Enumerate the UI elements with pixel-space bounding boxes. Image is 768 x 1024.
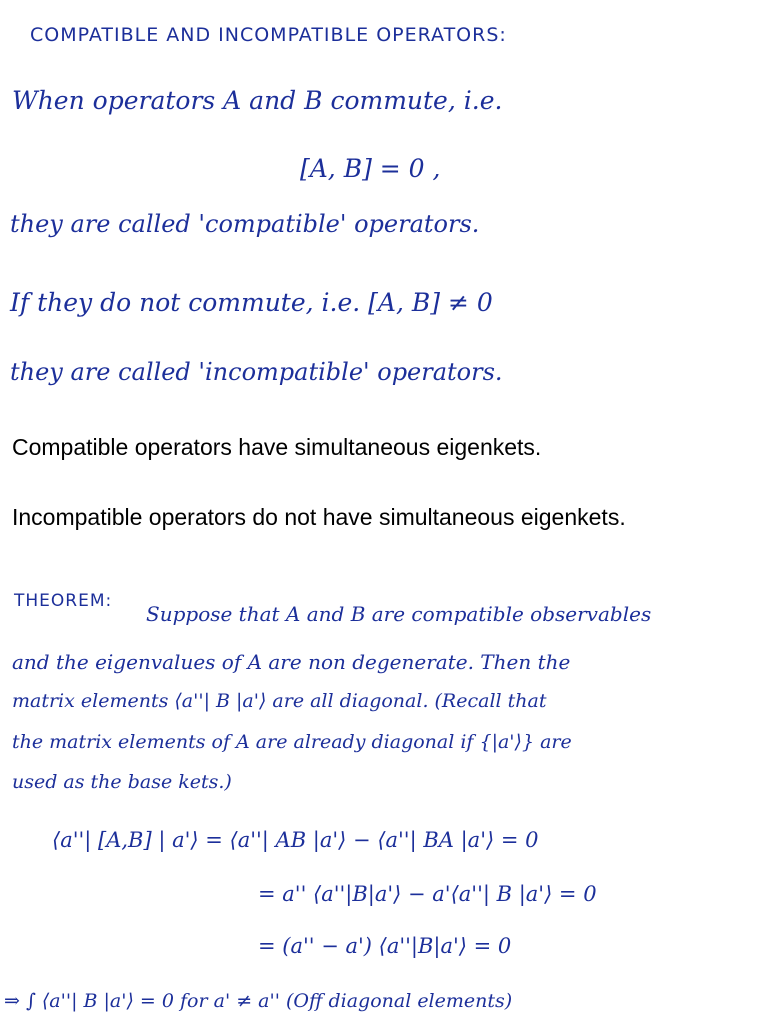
- derivation-step-1: ⟨a''| [A,B] | a'⟩ = ⟨a''| AB |a'⟩ − ⟨a''| BA |a'⟩ = 0: [52, 828, 539, 852]
- statement-incompatible: Incompatible operators do not have simultaneous eigenkets.: [12, 504, 626, 530]
- theorem-line-1: Suppose that A and B are compatible observables: [146, 602, 652, 626]
- theorem-line-3: matrix elements ⟨a''| B |a'⟩ are all diagonal. (Recall that: [12, 690, 547, 712]
- theorem-line-4: the matrix elements of A are already diagonal if {|a'⟩} are: [12, 731, 572, 753]
- derivation-conclusion: ⇒ ∫ ⟨a''| B |a'⟩ = 0 for a' ≠ a'' (Off diagonal elements): [4, 990, 513, 1012]
- theorem-line-5: used as the base kets.): [12, 771, 232, 793]
- intro-line-commute: When operators A and B commute, i.e.: [12, 86, 503, 115]
- statement-compatible: Compatible operators have simultaneous eigenkets.: [12, 434, 542, 460]
- intro-line-incompatible: they are called 'incompatible' operators.: [10, 358, 503, 386]
- intro-line-not-commute: If they do not commute, i.e. [A, B] ≠ 0: [10, 288, 493, 317]
- derivation-step-3: = (a'' − a') ⟨a''|B|a'⟩ = 0: [258, 934, 512, 958]
- intro-line-compatible: they are called 'compatible' operators.: [10, 210, 480, 238]
- theorem-line-2: and the eigenvalues of A are non degenerate. Then the: [12, 650, 571, 674]
- commutator-equation: [A, B] = 0 ,: [300, 154, 441, 183]
- theorem-label: THEOREM:: [14, 591, 113, 611]
- derivation-step-2: = a'' ⟨a''|B|a'⟩ − a'⟨a''| B |a'⟩ = 0: [258, 882, 597, 906]
- page-heading: COMPATIBLE AND INCOMPATIBLE OPERATORS:: [30, 24, 507, 46]
